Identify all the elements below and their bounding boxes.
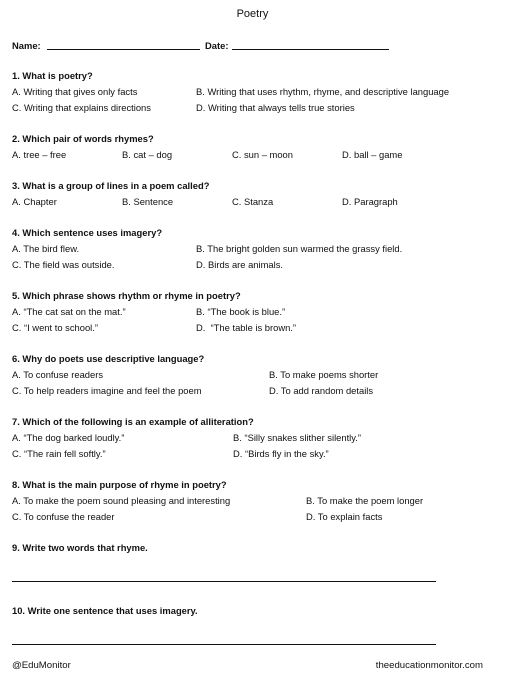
- option-4c: C. The field was outside.: [12, 259, 115, 270]
- name-label: Name:: [12, 40, 41, 51]
- option-7a: A. “The dog barked loudly.”: [12, 432, 125, 443]
- question-7: 7. Which of the following is an example of alliteration?: [12, 416, 254, 427]
- option-2c: C. sun – moon: [232, 149, 293, 160]
- question-8: 8. What is the main purpose of rhyme in poetry?: [12, 479, 227, 490]
- option-1b: B. Writing that uses rhythm, rhyme, and descriptive language: [196, 86, 450, 97]
- answer-line-10[interactable]: [12, 644, 436, 645]
- answer-line-9[interactable]: [12, 581, 436, 582]
- option-3b: B. Sentence: [122, 196, 174, 207]
- option-1d: D. Writing that always tells true stories: [196, 102, 355, 113]
- question-2: 2. Which pair of words rhymes?: [12, 133, 154, 144]
- footer-handle: @EduMonitor: [12, 660, 71, 671]
- option-1c: C. Writing that explains directions: [12, 102, 151, 113]
- option-8c: C. To confuse the reader: [12, 511, 115, 522]
- question-6: 6. Why do poets use descriptive language?: [12, 353, 205, 364]
- name-field[interactable]: [47, 49, 200, 50]
- option-7d: D. “Birds fly in the sky.”: [233, 448, 329, 459]
- question-5: 5. Which phrase shows rhythm or rhyme in poetry?: [12, 290, 241, 301]
- option-5c: C. “I went to school.”: [12, 322, 98, 333]
- option-6a: A. To confuse readers: [12, 369, 104, 380]
- option-8a: A. To make the poem sound pleasing and interesting: [12, 495, 231, 506]
- option-4d: D. Birds are animals.: [196, 259, 284, 270]
- option-7c: C. “The rain fell softly.”: [12, 448, 106, 459]
- option-2b: B. cat – dog: [122, 149, 173, 160]
- option-3d: D. Paragraph: [342, 196, 398, 207]
- page-title: Poetry: [236, 8, 269, 20]
- option-2d: D. ball – game: [342, 149, 403, 160]
- option-5b: B. “The book is blue.”: [196, 306, 286, 317]
- option-6d: D. To add random details: [269, 385, 374, 396]
- option-4b: B. The bright golden sun warmed the grassy field.: [196, 243, 403, 254]
- question-4: 4. Which sentence uses imagery?: [12, 227, 163, 238]
- option-4a: A. The bird flew.: [12, 243, 80, 254]
- option-3a: A. Chapter: [12, 196, 57, 207]
- date-field[interactable]: [232, 49, 389, 50]
- option-8d: D. To explain facts: [306, 511, 383, 522]
- option-6b: B. To make poems shorter: [269, 369, 379, 380]
- option-7b: B. “Silly snakes slither silently.”: [233, 432, 361, 443]
- option-3c: C. Stanza: [232, 196, 274, 207]
- option-5d: D. “The table is brown.”: [196, 322, 297, 333]
- footer-website: theeducationmonitor.com: [375, 660, 483, 671]
- question-3: 3. What is a group of lines in a poem called?: [12, 180, 210, 191]
- option-8b: B. To make the poem longer: [306, 495, 424, 506]
- date-label: Date:: [205, 40, 229, 51]
- question-10: 10. Write one sentence that uses imagery.: [12, 605, 198, 616]
- option-2a: A. tree – free: [12, 149, 67, 160]
- option-6c: C. To help readers imagine and feel the poem: [12, 385, 202, 396]
- option-1a: A. Writing that gives only facts: [12, 86, 138, 97]
- question-9: 9. Write two words that rhyme.: [12, 542, 148, 553]
- question-1: 1. What is poetry?: [12, 70, 93, 81]
- option-5a: A. “The cat sat on the mat.”: [12, 306, 126, 317]
